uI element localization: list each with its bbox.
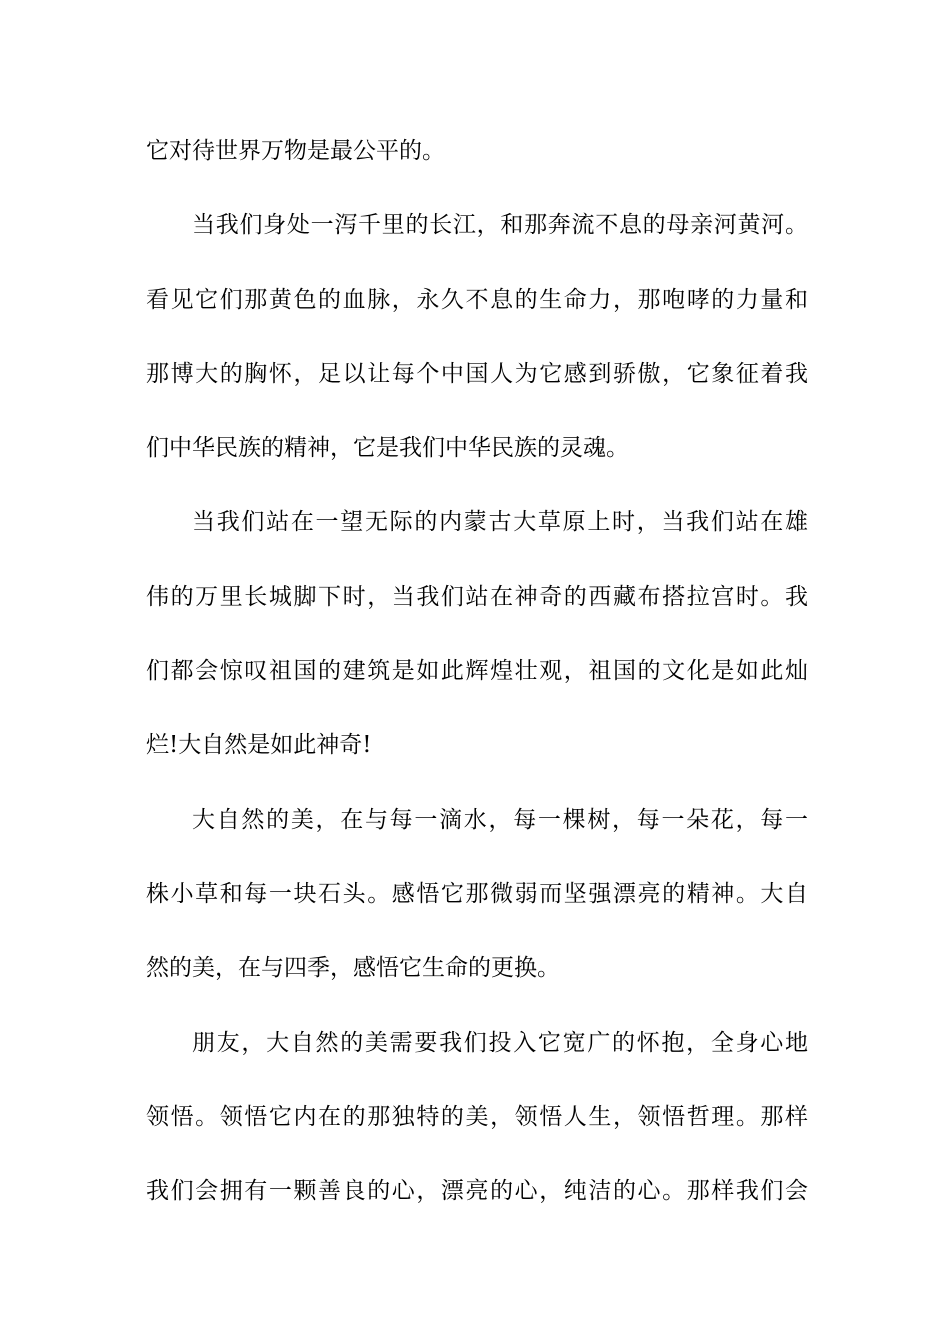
text-line: 们中华民族的精神，它是我们中华民族的灵魂。 bbox=[146, 435, 629, 462]
text-line: 伟的万里长城脚下时，当我们站在神奇的西藏布搭拉宫时。我 bbox=[146, 583, 808, 610]
text-line: 领悟。领悟它内在的那独特的美，领悟人生，领悟哲理。那样 bbox=[146, 1103, 808, 1130]
text-line: 当我们身处一泻千里的长江，和那奔流不息的母亲河黄河。 bbox=[192, 212, 808, 239]
text-line: 朋友，大自然的美需要我们投入它宽广的怀抱，全身心地 bbox=[192, 1029, 808, 1056]
document-body bbox=[146, 129, 808, 1243]
text-line: 当我们站在一望无际的内蒙古大草原上时，当我们站在雄 bbox=[192, 509, 808, 536]
text-line: 株小草和每一块石头。感悟它那微弱而坚强漂亮的精神。大自 bbox=[146, 880, 808, 907]
text-line: 然的美，在与四季，感悟它生命的更换。 bbox=[146, 955, 560, 982]
text-line: 烂!大自然是如此神奇! bbox=[146, 732, 372, 759]
text-line: 看见它们那黄色的血脉，永久不息的生命力，那咆哮的力量和 bbox=[146, 286, 808, 313]
text-line: 我们会拥有一颗善良的心，漂亮的心，纯洁的心。那样我们会 bbox=[146, 1178, 808, 1205]
text-line: 大自然的美，在与每一滴水，每一棵树，每一朵花，每一 bbox=[192, 806, 808, 833]
text-line: 那博大的胸怀，足以让每个中国人为它感到骄傲，它象征着我 bbox=[146, 360, 808, 387]
text-line: 它对待世界万物是最公平的。 bbox=[146, 138, 445, 164]
text-line: 们都会惊叹祖国的建筑是如此辉煌壮观，祖国的文化是如此灿 bbox=[146, 658, 808, 685]
